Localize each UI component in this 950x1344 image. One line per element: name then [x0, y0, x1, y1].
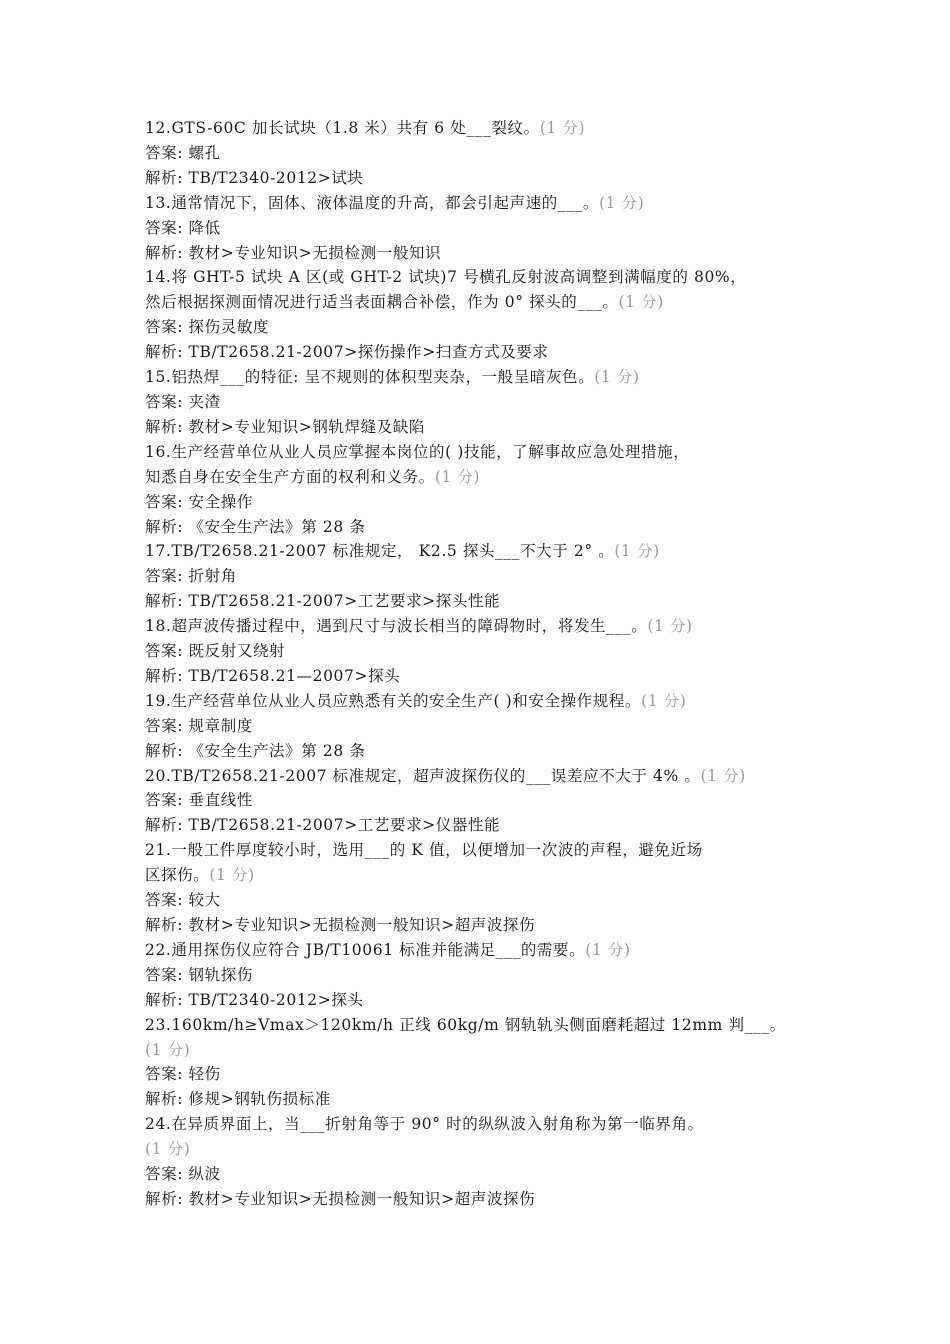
answer-line: 答案: 折射角 [145, 567, 237, 586]
question-line [145, 465, 825, 490]
question-text: 22.通用探伤仪应符合 JB/T10061 标准并能满足___的需要。 [145, 940, 586, 959]
question-text: 18.超声波传播过程中，遇到尺寸与波长相当的障碍物时，将发生___。 [145, 617, 648, 636]
score-label: (1 分) [614, 542, 660, 561]
question-text: 然后根据探测面情况进行适当表面耦合补偿，作为 0° 探头的___。 [145, 293, 619, 312]
question-line [145, 1038, 825, 1063]
score-label: (1 分) [647, 617, 693, 636]
answer-line: 答案: 夹渣 [145, 392, 221, 411]
document-page [145, 116, 825, 1212]
explanation-line: 解析: TB/T2658.21-2007>探伤操作>扫查方式及要求 [145, 343, 549, 362]
question-block [145, 116, 825, 191]
answer-line: 答案: 安全操作 [145, 492, 253, 511]
question-block [145, 1112, 825, 1212]
question-line [145, 191, 825, 216]
question-line [145, 838, 825, 863]
question-text: 17.TB/T2658.21-2007 标准规定， K2.5 探头___不大于 2° 。 [145, 542, 615, 561]
question-block [145, 265, 825, 365]
question-line [145, 265, 825, 290]
score-label: (1 分) [594, 368, 640, 387]
question-block [145, 838, 825, 938]
question-text: 知悉自身在安全生产方面的权利和义务。 [145, 467, 435, 486]
explanation-line: 解析: 《安全生产法》第 28 条 [145, 741, 366, 760]
answer-line: 答案: 既反射又绕射 [145, 642, 286, 661]
question-line [145, 539, 825, 564]
explanation-line: 解析: 教材>专业知识>无损检测一般知识>超声波探伤 [145, 1189, 536, 1208]
score-label: (1 分) [434, 467, 481, 486]
score-label: (1 分) [641, 691, 687, 710]
score-label: (1 分) [209, 866, 255, 885]
question-line [145, 116, 825, 141]
question-text: 13.通常情况下，固体、液体温度的升高，都会引起声速的___。 [145, 193, 600, 212]
question-block [145, 689, 825, 764]
question-text: 19.生产经营单位从业人员应熟悉有关的安全生产( )和安全操作规程。 [145, 691, 642, 710]
question-line [145, 1013, 825, 1038]
question-block [145, 539, 825, 614]
question-block [145, 764, 825, 839]
question-block [145, 365, 825, 440]
score-label: (1 分) [700, 766, 746, 785]
explanation-line: 解析: 《安全生产法》第 28 条 [145, 517, 366, 536]
explanation-line: 解析: 教材>专业知识>无损检测一般知识 [145, 243, 442, 262]
question-text: 20.TB/T2658.21-2007 标准规定，超声波探伤仪的___误差应不大于 4% 。 [145, 766, 701, 785]
question-block [145, 440, 825, 540]
explanation-line: 解析: TB/T2658.21-2007>工艺要求>仪器性能 [145, 816, 501, 835]
question-block [145, 938, 825, 1013]
answer-line: 答案: 螺孔 [145, 143, 221, 162]
explanation-line: 解析: TB/T2658.21-2007>工艺要求>探头性能 [145, 592, 501, 611]
explanation-line: 解析: TB/T2340-2012>探头 [145, 990, 364, 1009]
question-text: 12.GTS-60C 加长试块（1.8 米）共有 6 处___裂纹。 [145, 119, 540, 137]
question-block [145, 191, 825, 266]
explanation-line: 解析: 教材>专业知识>无损检测一般知识>超声波探伤 [145, 916, 536, 934]
question-block [145, 614, 825, 689]
answer-line: 答案: 探伤灵敏度 [145, 318, 270, 337]
question-line [145, 614, 825, 639]
explanation-line: 解析: 教材>专业知识>钢轨焊缝及缺陷 [145, 417, 426, 436]
score-label: (1 分) [585, 940, 631, 959]
answer-line: 答案: 钢轨探伤 [145, 965, 253, 984]
question-block [145, 1013, 825, 1113]
score-label: (1 分) [618, 293, 664, 312]
question-text: 21.一般工件厚度较小时，选用___的 K 值，以便增加一次波的声程，避免近场 [145, 841, 703, 860]
question-line [145, 1137, 825, 1162]
score-label: (1 分) [599, 193, 645, 212]
answer-line: 答案: 轻伤 [145, 1065, 221, 1084]
answer-line: 答案: 降低 [145, 218, 221, 237]
question-line [145, 938, 825, 963]
answer-line: 答案: 垂直线性 [145, 791, 253, 810]
question-line [145, 863, 825, 888]
score-label: (1 分) [539, 119, 586, 137]
question-text: 15.铝热焊___的特征: 呈不规则的体积型夹杂，一般呈暗灰色。 [145, 368, 595, 387]
question-text: 24.在异质界面上，当___折射角等于 90° 时的纵纵波入射角称为第一临界角。 [145, 1115, 704, 1134]
answer-line: 答案: 较大 [145, 891, 221, 910]
score-label: (1 分) [145, 1040, 191, 1059]
explanation-line: 解析: 修规>钢轨伤损标准 [145, 1090, 331, 1109]
question-line [145, 365, 825, 390]
question-line [145, 1112, 825, 1137]
answer-line: 答案: 纵波 [145, 1165, 221, 1184]
question-line [145, 290, 825, 315]
score-label: (1 分) [145, 1140, 191, 1159]
question-line [145, 689, 825, 714]
question-text: 23.160km/h≥Vmax＞120km/h 正线 60kg/m 钢轨轨头侧面磨耗超过 12mm 判___。 [145, 1015, 786, 1034]
explanation-line: 解析: TB/T2340-2012>试块 [145, 168, 364, 187]
question-text: 区探伤。 [145, 866, 210, 885]
question-line [145, 440, 825, 465]
question-line [145, 764, 825, 789]
question-text: 16.生产经营单位从业人员应掌握本岗位的( )技能，了解事故应急处理措施， [145, 442, 690, 461]
question-text: 14.将 GHT-5 试块 A 区(或 GHT-2 试块)7 号横孔反射波高调整到满幅度的 80%， [145, 268, 747, 287]
explanation-line: 解析: TB/T2658.21—2007>探头 [145, 666, 401, 685]
answer-line: 答案: 规章制度 [145, 716, 253, 735]
